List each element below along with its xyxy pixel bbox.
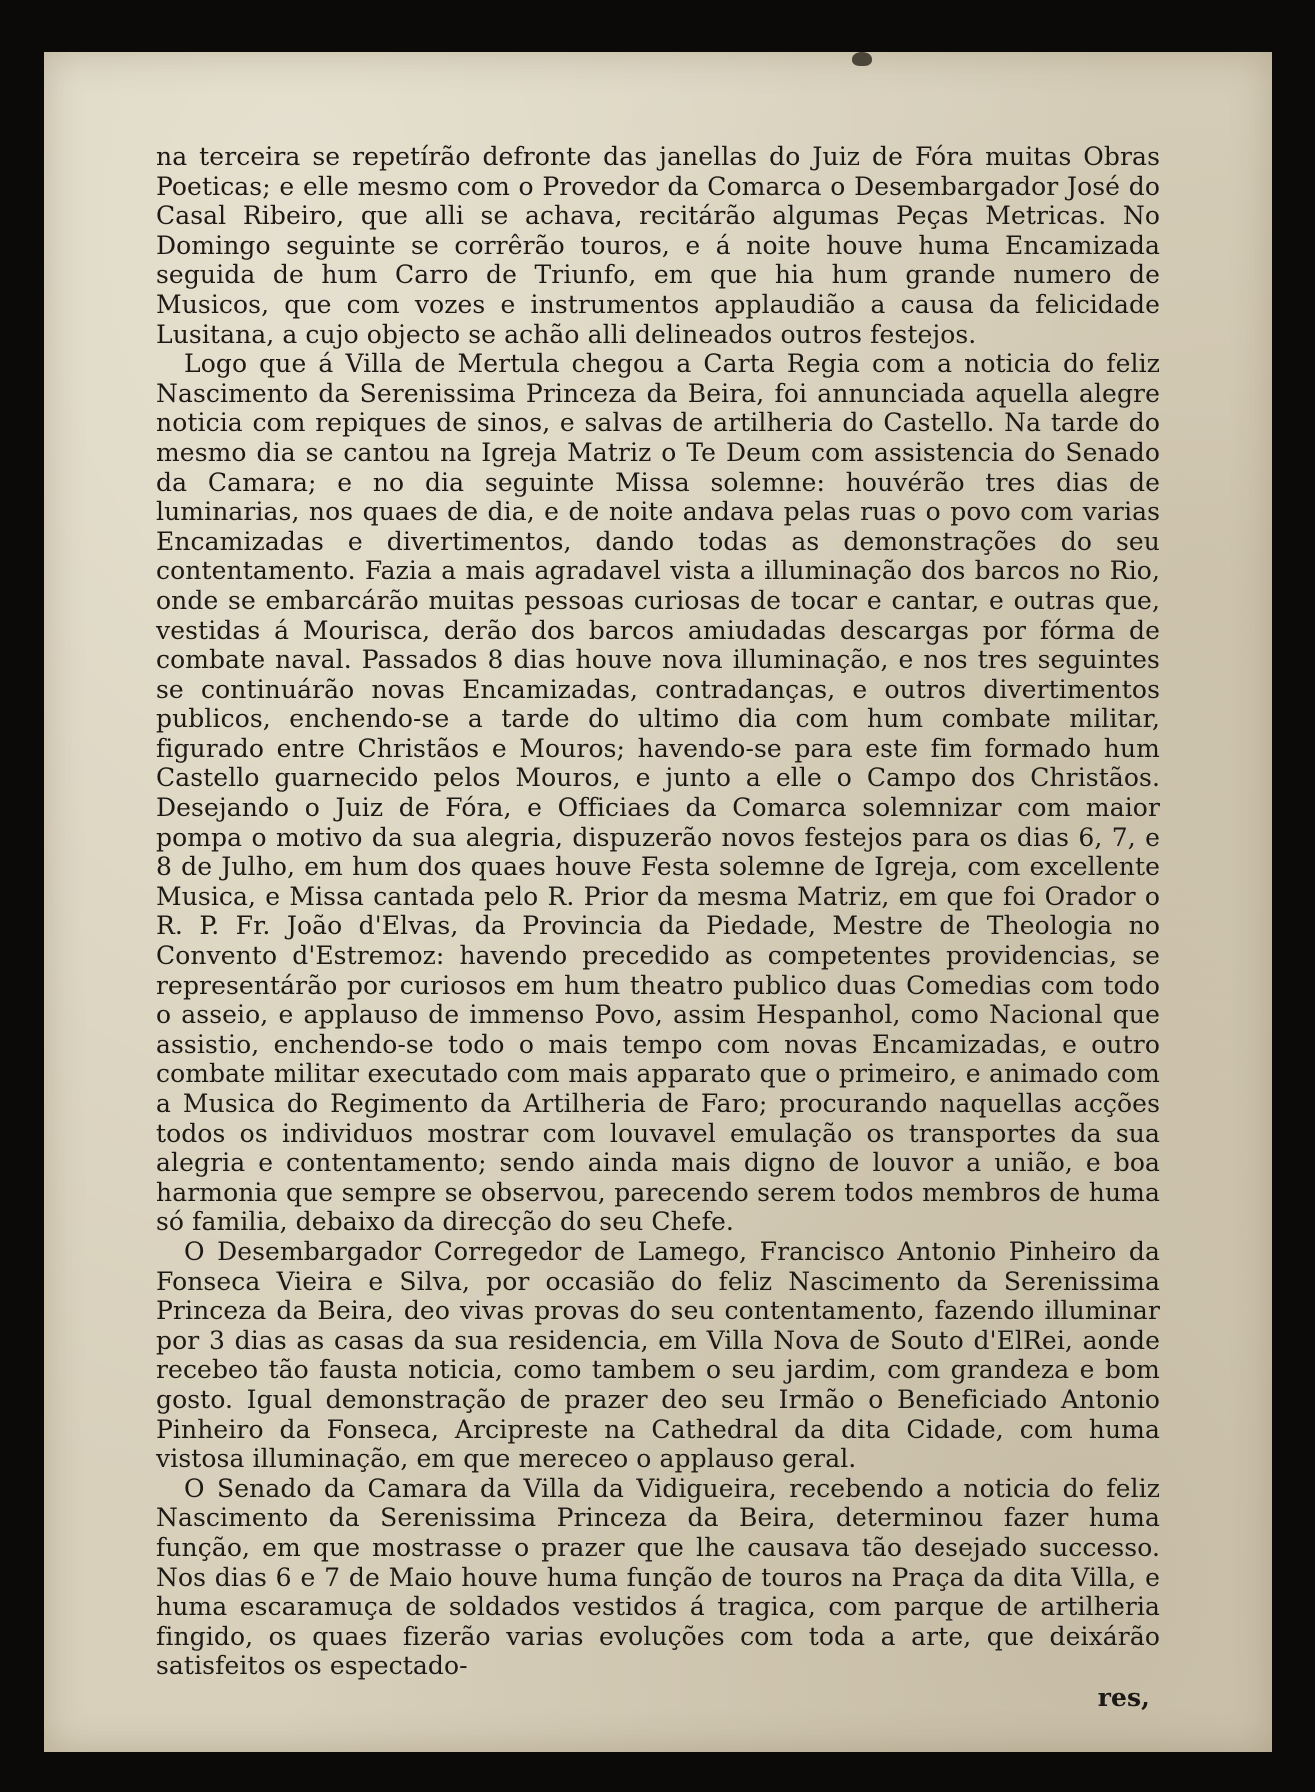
paper-sheet xyxy=(44,52,1272,1752)
paragraph-lamego: O Desembargador Corregedor de Lamego, Francisco Antonio Pinheiro da Fonseca Vieira e Silva, por occasião do feliz Nascimento da Serenissima Princeza da Beira, deo vivas provas do seu contentamento, fazendo illuminar por 3 dias as casas da sua residencia, em Villa Nova de Souto d'ElRei, aonde recebeo tão fausta noticia, como tambem o seu jardim, com grandeza e bom gosto. Igual demonstração de prazer deo seu Irmão o Beneficiado Antonio Pinheiro da Fonseca, Arcipreste na Cathedral da dita Cidade, com huma vistosa illuminação, em que mereceo o applauso geral. xyxy=(156,1236,1160,1474)
catchword: res, xyxy=(1097,1682,1150,1712)
page-body-text xyxy=(156,142,1160,1712)
paragraph-continued: na terceira se repetírão defronte das janellas do Juiz de Fóra muitas Obras Poeticas; e elle mesmo com o Provedor da Comarca o Desembargador José do Casal Ribeiro, que alli se achava, recitárão algumas Peças Metricas. No Domingo seguinte se corrêrão touros, e á noite houve huma Encamizada seguida de hum Carro de Triunfo, em que hia hum grande numero de Musicos, que com vozes e instrumentos applaudião a causa da felicidade Lusitana, a cujo objecto se achão alli delineados outros festejos. xyxy=(156,142,1160,349)
paragraph-vidigueira: O Senado da Camara da Villa da Vidigueira, recebendo a noticia do feliz Nascimento da Serenissima Princeza da Beira, determinou fazer huma função, em que mostrasse o prazer que lhe causava tão desejado successo. Nos dias 6 e 7 de Maio houve huma função de touros na Praça da dita Villa, e huma escaramuça de soldados vestidos á tragica, com parque de artilheria fingido, os quaes fizerão varias evoluções com toda a arte, que deixárão satisfeitos os espectado- xyxy=(156,1473,1160,1681)
ink-blot xyxy=(852,52,872,66)
paragraph-mertula: Logo que á Villa de Mertula chegou a Carta Regia com a noticia do feliz Nascimento da Serenissima Princeza da Beira, foi annunciada aquella alegre noticia com repiques de sinos, e salvas de artilheria do Castello. Na tarde do mesmo dia se cantou na Igreja Matriz o Te Deum com assistencia do Senado da Camara; e no dia seguinte Missa solemne: houvérão tres dias de luminarias, nos quaes de dia, e de noite andava pelas ruas o povo com varias Encamizadas e divertimentos, dando todas as demonstrações do seu contentamento. Fazia a mais agradavel vista a illuminação dos barcos no Rio, onde se embarcárão muitas pessoas curiosas de tocar e cantar, e outras que, vestidas á Mourisca, derão dos barcos amiudadas descargas por fórma de combate naval. Passados 8 dias houve nova illuminação, e nos tres seguintes se continuárão novas Encamizadas, contradanças, e outros divertimentos publicos, enchendo-se a tarde do ultimo dia com hum combate militar, figurado entre Christãos e Mouros; havendo-se para este fim formado hum Castello guarnecido pelos Mouros, e junto a elle o Campo dos Christãos. Desejando o Juiz de Fóra, e Officiaes da Comarca solemnizar com maior pompa o motivo da sua alegria, dispuzerão novos festejos para os dias 6, 7, e 8 de Julho, em hum dos quaes houve Festa solemne de Igreja, com excellente Musica, e Missa cantada pelo R. Prior da mesma Matriz, em que foi Orador o R. P. Fr. João d'Elvas, da Provincia da Piedade, Mestre de Theologia no Convento d'Estremoz: havendo precedido as competentes providencias, se representárão por curiosos em hum theatro publico duas Comedias com todo o asseio, e applauso de immenso Povo, assim Hespanhol, como Nacional que assistio, enchendo-se todo o mais tempo com novas Encamizadas, e outro combate militar executado com mais apparato que o primeiro, e animado com a Musica do Regimento da Artilheria de Faro; procurando naquellas acções todos os individuos mostrar com louvavel emulação os transportes da sua alegria e contentamento; sendo ainda mais digno de louvor a união, e boa harmonia que sempre se observou, parecendo serem todos membros de huma só familia, debaixo da direcção do seu Chefe. xyxy=(156,349,1160,1237)
